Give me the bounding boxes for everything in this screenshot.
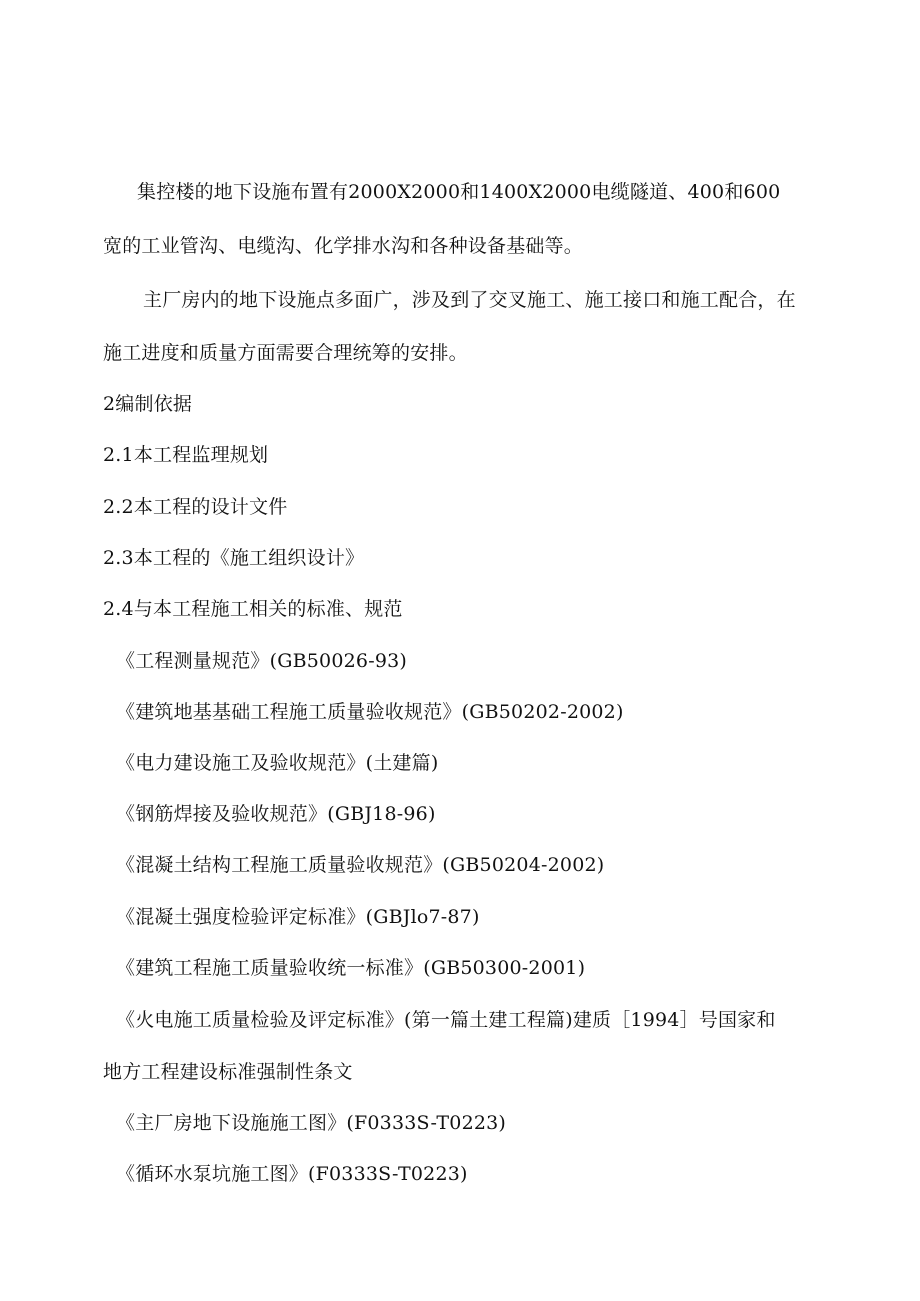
basis-item: 2.1本工程监理规划 (103, 444, 269, 466)
basis-item: 2.4与本工程施工相关的标准、规范 (103, 598, 403, 620)
section-heading: 2编制依据 (103, 393, 193, 415)
standard-item: 《建筑地基基础工程施工质量验收规范》(GB50202-2002) (116, 701, 624, 723)
standard-item: 《混凝土强度检验评定标准》(GBJlo7-87) (116, 906, 480, 928)
standard-item: 《混凝土结构工程施工质量验收规范》(GB50204-2002) (116, 854, 605, 876)
drawing-item: 《循环水泵坑施工图》(F0333S-T0223) (116, 1163, 468, 1185)
long-standard-line-1: 《火电施工质量检验及评定标准》(第一篇土建工程篇)建质［1994］号国家和 (116, 1009, 776, 1031)
paragraph-2-line-2: 施工进度和质量方面需要合理统筹的安排。 (103, 342, 468, 364)
standard-item: 《电力建设施工及验收规范》(土建篇) (116, 752, 439, 774)
standard-item: 《钢筋焊接及验收规范》(GBJ18-96) (116, 803, 436, 825)
drawing-item: 《主厂房地下设施施工图》(F0333S-T0223) (116, 1112, 507, 1134)
paragraph-1-line-2: 宽的工业管沟、电缆沟、化学排水沟和各种设备基础等。 (103, 235, 584, 257)
basis-item: 2.2本工程的设计文件 (103, 496, 288, 518)
basis-item: 2.3本工程的《施工组织设计》 (103, 547, 365, 569)
long-standard-line-2: 地方工程建设标准强制性条文 (103, 1061, 353, 1083)
paragraph-2-line-1: 主厂房内的地下设施点多面广，涉及到了交叉施工、施工接口和施工配合，在 (143, 289, 796, 311)
standard-item: 《工程测量规范》(GB50026-93) (116, 650, 408, 672)
paragraph-1-line-1: 集控楼的地下设施布置有2000X2000和1400X2000电缆隧道、400和600 (137, 181, 781, 203)
standard-item: 《建筑工程施工质量验收统一标准》(GB50300-2001) (116, 957, 586, 979)
